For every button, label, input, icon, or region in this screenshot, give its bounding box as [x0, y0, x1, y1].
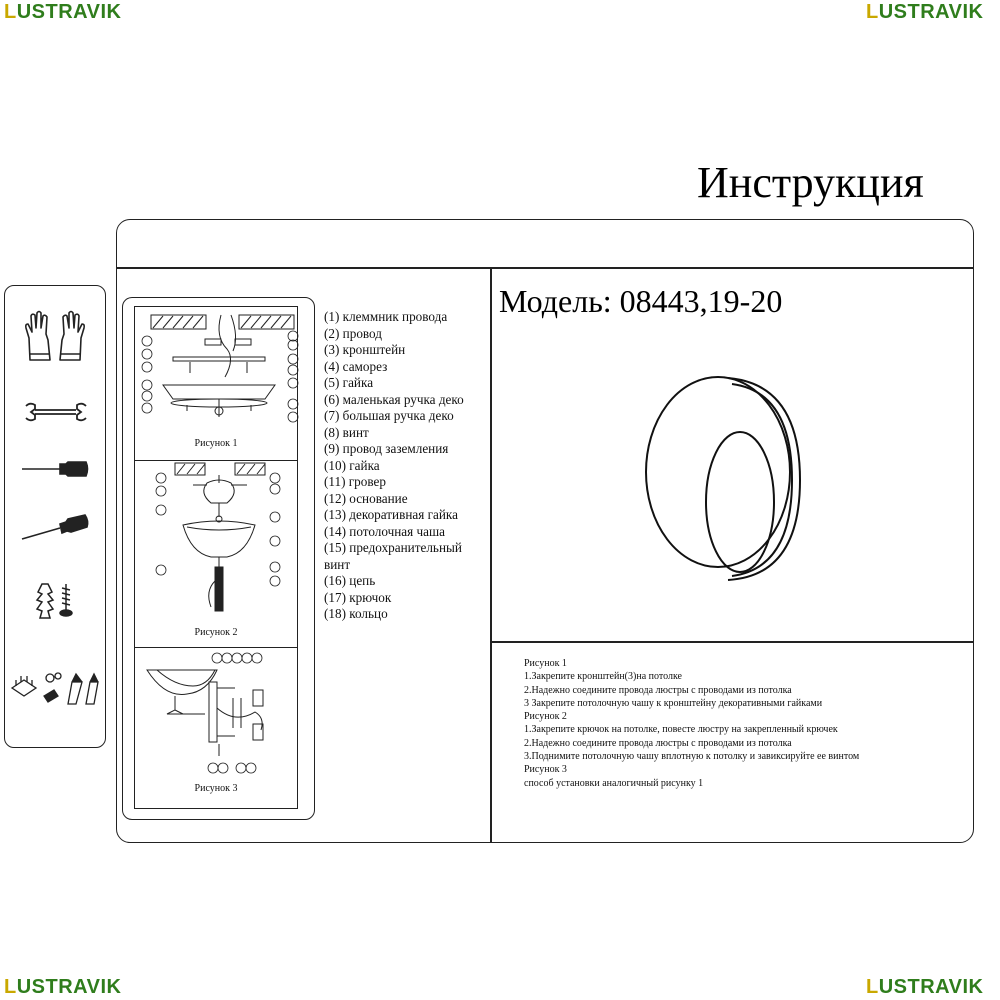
list-item: (1) клеммник провода: [324, 309, 448, 324]
wrench-icon: [24, 402, 88, 422]
list-item: (3) кронштейн: [324, 342, 406, 357]
list-item: (4) саморез: [324, 358, 388, 374]
main-panel-top-divider: [117, 267, 973, 269]
terminal-block-icon: [10, 668, 100, 708]
figure-1: [134, 306, 298, 461]
instruction-line: 2.Надежно соедините провода люстры с проводами из потолка: [524, 684, 792, 696]
assembly-instructions: [524, 657, 964, 790]
list-item: (10) гайка: [324, 457, 380, 473]
logo-text: USTRAVIK: [878, 1, 984, 23]
list-item: (9) провод заземления: [324, 441, 449, 456]
logo-text: USTRAVIK: [16, 1, 122, 23]
instruction-line: 1.Закрепите кронштейн(3)на потолке: [524, 671, 682, 683]
brand-logo-bottom-left: [4, 976, 121, 999]
list-item: (18) кольцо: [324, 606, 388, 621]
logo-text: USTRAVIK: [878, 976, 984, 998]
figure-1-caption: Рисунок 1: [194, 438, 238, 449]
list-item: (13) декоративная гайка: [324, 507, 458, 522]
list-item: (7) большая ручка деко: [324, 408, 454, 423]
instruction-line: 3 Закрепите потолочную чашу к кронштейну декоративными гайками: [524, 697, 823, 709]
instruction-line: Рисунок 2: [524, 711, 567, 723]
list-item: (11) гровер: [324, 474, 386, 489]
list-item: (17) крючок: [324, 589, 392, 605]
logo-letter: L: [866, 1, 879, 23]
main-panel-vertical-divider: [490, 267, 492, 842]
instruction-line: Рисунок 3: [524, 764, 567, 776]
list-item: (2) провод: [324, 325, 382, 341]
logo-letter: L: [4, 1, 17, 23]
list-item: (8) винт: [324, 424, 369, 440]
model-label: Модель: 08443,19-20: [499, 283, 783, 319]
parts-list: [324, 309, 489, 623]
lamp-illustration: [640, 370, 820, 590]
instructions-divider: [491, 641, 973, 643]
screwdriver-cross-icon: [20, 515, 90, 543]
instruction-line: Рисунок 1: [524, 658, 567, 669]
figure-1-diagram: [135, 307, 299, 437]
list-item: (15) предохранительный винт: [324, 540, 462, 572]
anchor-screw-icon: [34, 582, 78, 620]
list-item: (14) потолочная чаша: [324, 523, 445, 539]
figure-2-diagram: [135, 461, 299, 626]
brand-logo-top-right: [866, 1, 983, 24]
figure-2: [134, 460, 298, 648]
list-item: (16) цепь: [324, 573, 376, 588]
logo-text: USTRAVIK: [16, 976, 122, 998]
list-item: (5) гайка: [324, 375, 374, 390]
figure-3-caption: Рисунок 3: [194, 783, 238, 794]
instruction-line: 2.Надежно соедините провода люстры с проводами из потолка: [524, 737, 792, 749]
list-item: (12) основание: [324, 490, 408, 506]
figure-2-caption: Рисунок 2: [194, 627, 238, 638]
brand-logo-top-left: [4, 1, 121, 24]
page-title: Инструкция: [697, 158, 924, 207]
figure-3-diagram: [135, 648, 299, 780]
instruction-line: способ установки аналогичный рисунку 1: [524, 777, 704, 789]
list-item: (6) маленькая ручка деко: [324, 391, 464, 407]
logo-letter: L: [4, 976, 17, 998]
brand-logo-bottom-right: [866, 976, 983, 999]
screwdriver-flat-icon: [20, 460, 90, 478]
figure-3: [134, 647, 298, 809]
gloves-icon: [24, 310, 86, 365]
instruction-line: 1.Закрепите крючок на потолке, повесте люстру на закрепленный крючек: [524, 724, 838, 736]
instruction-line: 3.Поднимите потолочную чашу вплотную к потолку и завиксируйте ее винтом: [524, 751, 860, 763]
logo-letter: L: [866, 976, 879, 998]
